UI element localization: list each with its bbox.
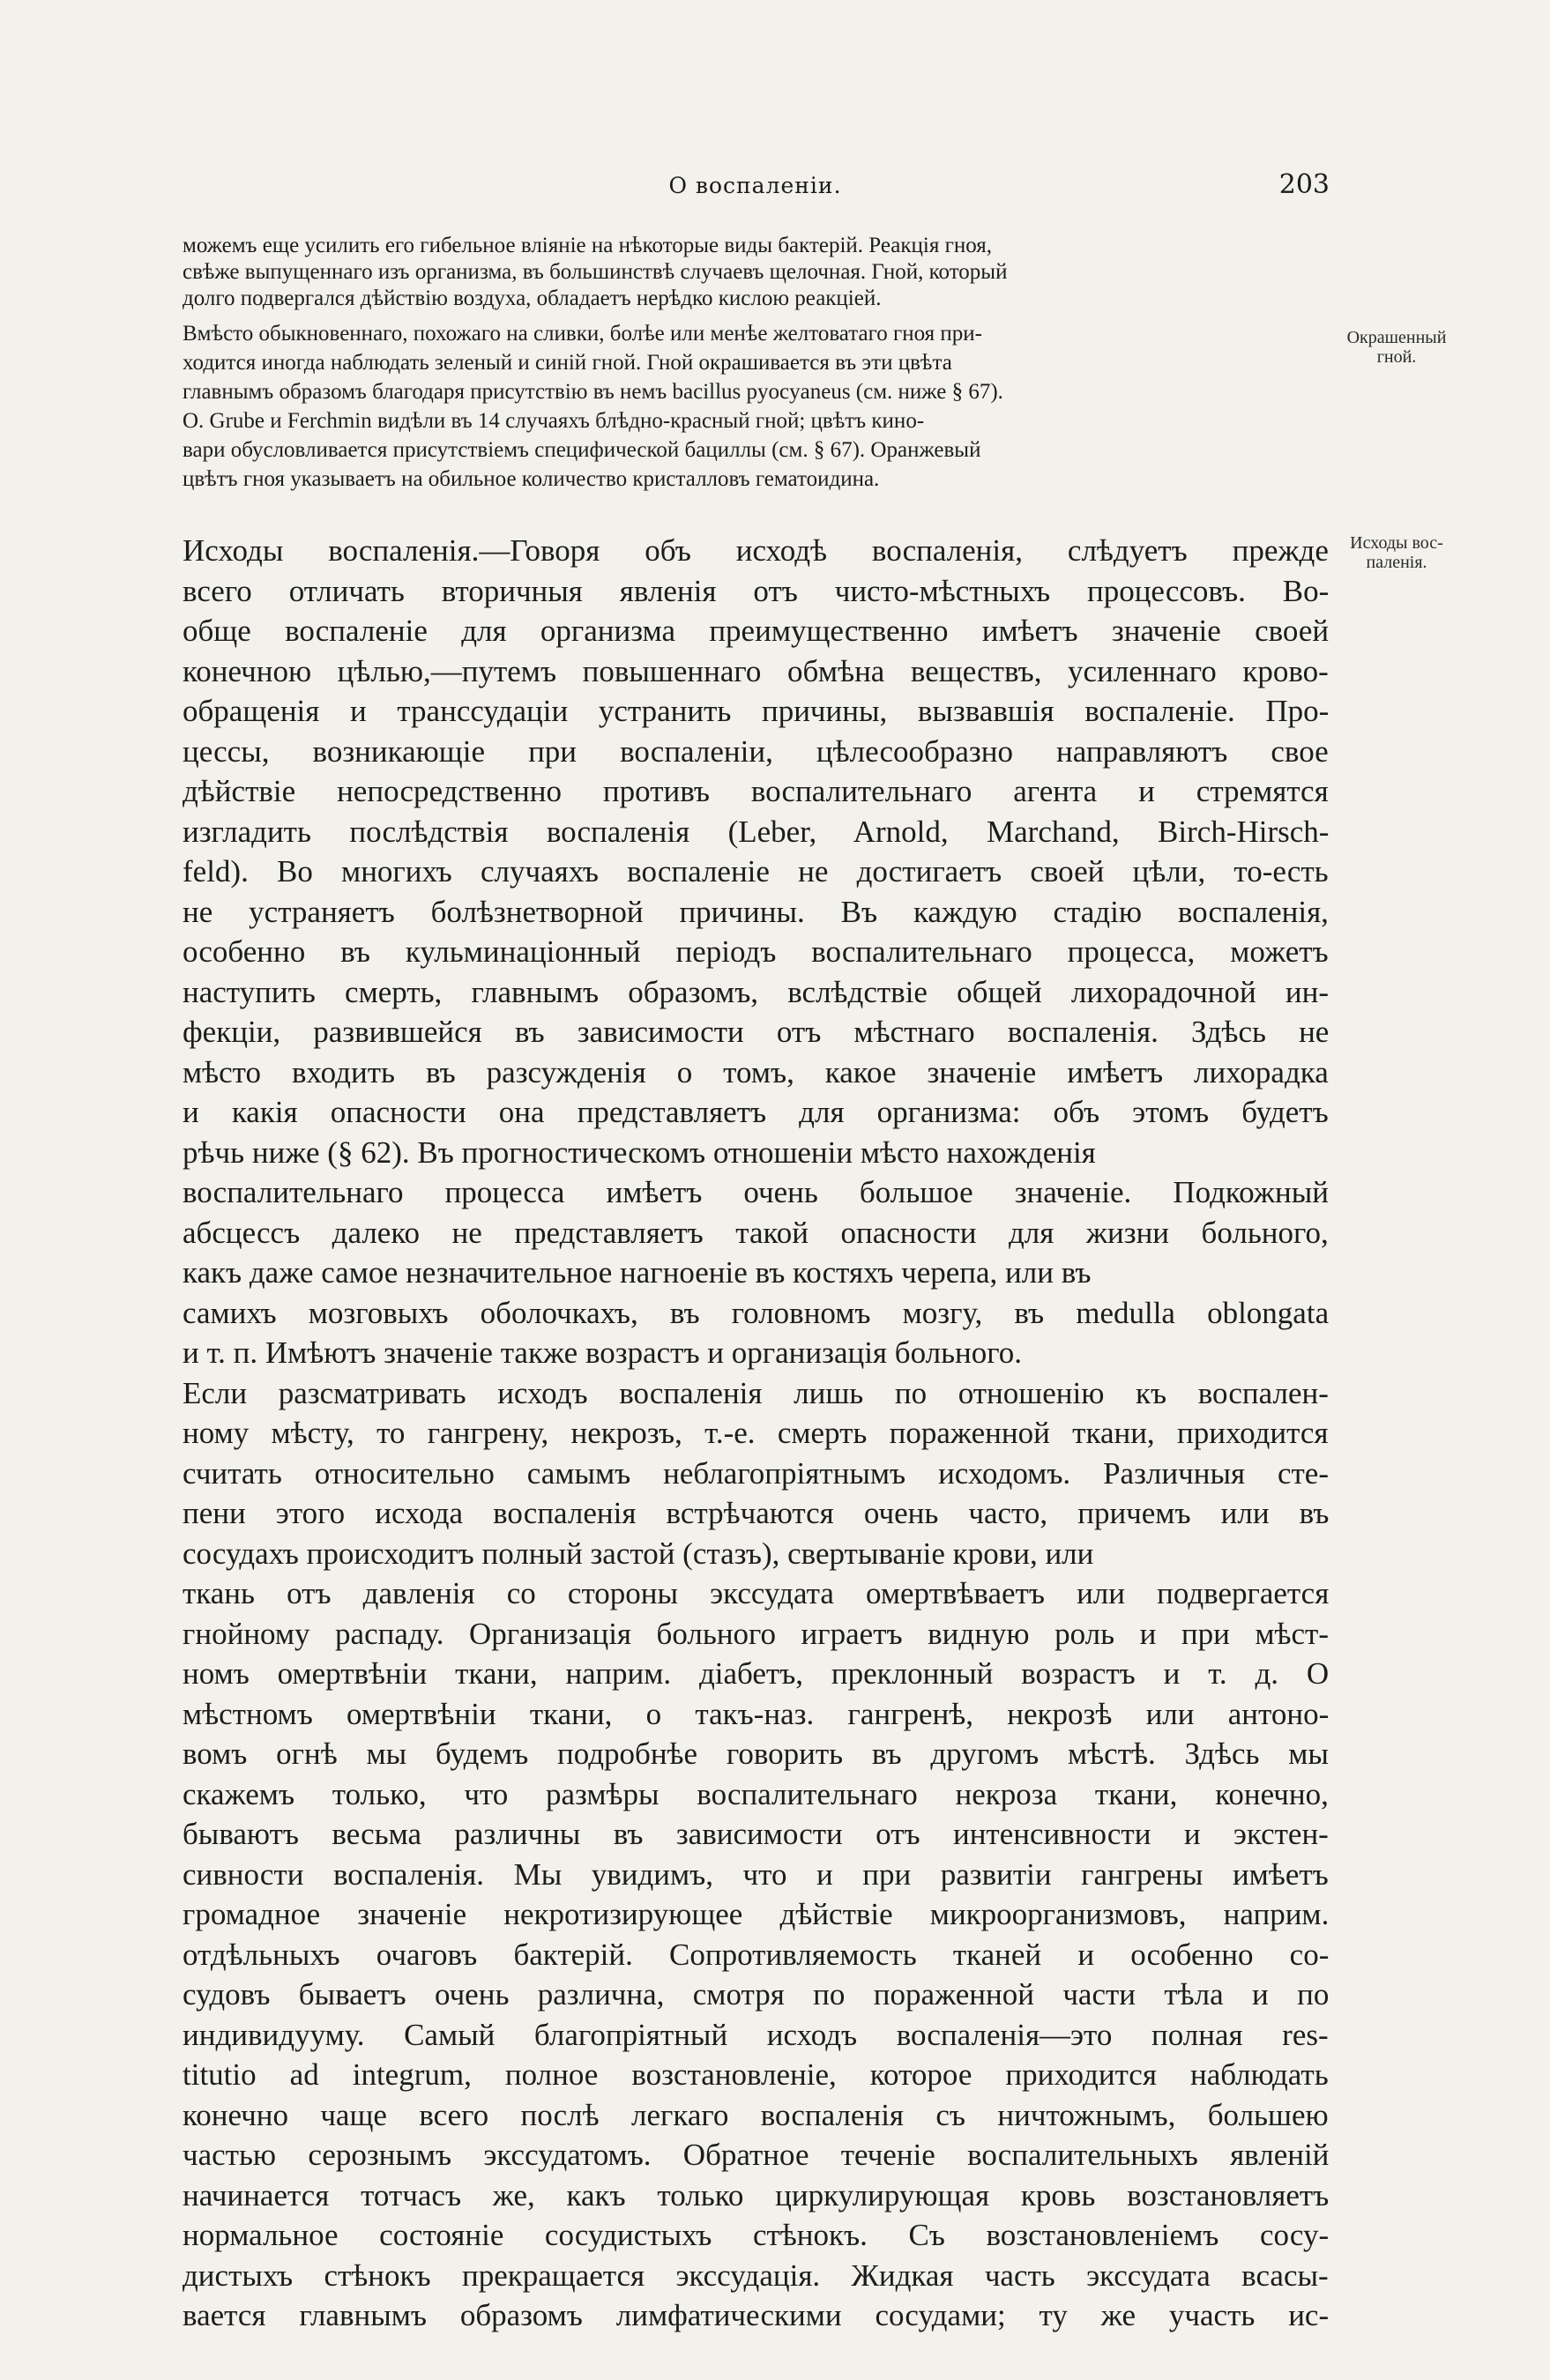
text-line: самихъ мозговыхъ оболочкахъ, въ головномъ мозгу, въ medulla oblongata (183, 1295, 1330, 1330)
text-line: мѣстномъ омертвѣніи ткани, о такъ-наз. гангренѣ, некрозѣ или антоно- (183, 1696, 1330, 1731)
text-line: мѣсто входить въ разсужденія о томъ, какое значеніе имѣетъ лихорадка (183, 1054, 1329, 1090)
text-line: и какія опасности она представляетъ для организма: объ этомъ будетъ (183, 1095, 1329, 1129)
text-line: какъ даже самое незначительное нагноеніе въ костяхъ черепа, или въ (183, 1255, 1092, 1290)
text-line: и т. п. Имѣютъ значеніе также возрастъ и организація больного. (183, 1335, 1023, 1370)
text-line: громадное значеніе некротизирующее дѣйствіе микроорганизмовъ, наприм. (183, 1897, 1330, 1931)
text-line: конечною цѣлью,—путемъ повышеннаго обмѣна веществъ, усиленнаго крово- (183, 653, 1329, 688)
text-line: фекціи, развившейся въ зависимости отъ мѣстнаго воспаленія. Здѣсь не (183, 1015, 1330, 1049)
text-line: Если разсматривать исходъ воспаленія лишь по отношенію къ воспален- (183, 1375, 1329, 1410)
text-line: воспалительнаго процесса имѣетъ очень большое значеніе. Подкожный (183, 1175, 1329, 1209)
text-line: пени этого исхода воспаленія встрѣчаются очень часто, причемъ или въ (183, 1496, 1330, 1530)
text-line: feld). Во многихъ случаяхъ воспаленіе не достигаетъ своей цѣли, то-есть (183, 854, 1329, 889)
text-line: частью серознымъ экссудатомъ. Обратное теченіе воспалительныхъ явленій (183, 2138, 1330, 2172)
text-line: особенно въ кульминаціонный періодъ воспалительнаго процесса, можетъ (183, 934, 1329, 969)
text-line: сосудахъ происходитъ полный застой (стазъ), свертываніе крови, или (183, 1536, 1094, 1571)
running-title: О воспаленіи. (668, 173, 842, 198)
margin-note-line: паленія. (1366, 553, 1427, 572)
text-line: не устраняетъ болѣзнетворной причины. Въ каждую стадію воспаленія, (183, 894, 1329, 929)
text-line: номъ омертвѣніи ткани, наприм. діабетъ, преклонный возрастъ и т. д. О (183, 1656, 1330, 1691)
text-line: Исходы воспаленія.—Говоря объ исходѣ воспаленія, слѣдуетъ прежде (183, 533, 1329, 568)
text-line: O. Grube и Ferchmin видѣли въ 14 случаяхъ блѣдно-красный гной; цвѣтъ кино- (183, 409, 925, 433)
text-line: рѣчь ниже (§ 62). Въ прогностическомъ отношеніи мѣсто нахожденія (183, 1134, 1096, 1170)
text-line: считать относительно самымъ неблагопріятнымъ исходомъ. Различныя сте- (183, 1455, 1329, 1491)
text-line: вается главнымъ образомъ лимфатическими сосудами; ту же участь ис- (183, 2298, 1330, 2332)
margin-note-line: Окрашенный (1346, 328, 1447, 347)
text-line: индивидууму. Самый благопріятный исходъ воспаленія—это полная res- (183, 2017, 1329, 2052)
margin-note-line: Исходы вос- (1350, 533, 1443, 553)
text-line: бываютъ весьма различны въ зависимости отъ интенсивности и экстен- (183, 1817, 1329, 1851)
text-line: гнойному распаду. Организація больного играетъ видную роль и при мѣст- (183, 1616, 1329, 1651)
text-line: цессы, возникающіе при воспаленіи, цѣлесообразно направляютъ свое (183, 733, 1329, 769)
text-line: цвѣтъ гноя указываетъ на обильное количество кристалловъ гематоидина. (183, 467, 880, 491)
text-line: дѣйствіе непосредственно противъ воспалительнаго агента и стремятся (183, 774, 1329, 808)
margin-note-outcomes (1340, 533, 1453, 572)
text-line: ному мѣсту, то гангрену, некрозъ, т.-е. смерть пораженной ткани, приходится (183, 1416, 1329, 1450)
text-line: можемъ еще усилить его гибельное вліяніе на нѣкоторые виды бактерій. Реакція гноя, (183, 234, 992, 257)
text-line: ткань отъ давленія со стороны экссудата омертвѣваетъ или подвергается (183, 1576, 1330, 1610)
text-line: скажемъ только, что размѣры воспалительнаго некроза ткани, конечно, (183, 1776, 1329, 1811)
text-line: всего отличать вторичныя явленія отъ чисто-мѣстныхъ процессовъ. Во- (183, 573, 1330, 608)
text-line: абсцессъ далеко не представляетъ такой опасности для жизни больного, (183, 1215, 1329, 1250)
text-line: изгладить послѣдствія воспаленія (Leber, Arnold, Marchand, Birch-Hirsch- (183, 814, 1330, 849)
text-line: наступить смерть, главнымъ образомъ, вслѣдствіе общей лихорадочной ин- (183, 974, 1330, 1009)
text-line: titutio ad integrum, полное возстановленіе, которое приходится наблюдать (183, 2057, 1329, 2092)
text-line: нормальное состояніе сосудистыхъ стѣнокъ. Съ возстановленіемъ сосу- (183, 2218, 1330, 2252)
text-line: судовъ бываетъ очень различна, смотря по пораженной части тѣла и по (183, 1977, 1330, 2012)
text-line: начинается тотчасъ же, какъ только циркулирующая кровь возстановляетъ (183, 2177, 1330, 2213)
text-line: сивности воспаленія. Мы увидимъ, что и при развитіи гангрены имѣетъ (183, 1856, 1329, 1892)
text-line: Вмѣсто обыкновеннаго, похожаго на сливки, болѣе или менѣе желтоватаго гноя при- (183, 322, 982, 346)
margin-note-colored-pus (1344, 328, 1449, 367)
text-line: дистыхъ стѣнокъ прекращается экссудація. Жидкая часть экссудата всасы- (183, 2257, 1329, 2293)
text-line: главнымъ образомъ благодаря присутствію въ немъ bacillus pyocyaneus (см. ниже § 67). (183, 380, 1003, 404)
text-line: вомъ огнѣ мы будемъ подробнѣе говорить въ другомъ мѣстѣ. Здѣсь мы (183, 1737, 1329, 1771)
text-line: долго подвергался дѣйствію воздуха, обладаетъ нерѣдко кислою реакціей. (183, 286, 882, 310)
text-line: отдѣльныхъ очаговъ бактерій. Сопротивляемость тканей и особенно со- (183, 1937, 1330, 1972)
text-line: свѣже выпущеннаго изъ организма, въ большинствѣ случаевъ щелочная. Гной, который (183, 260, 1008, 284)
page-number: 203 (1278, 169, 1330, 200)
page-header (181, 169, 1330, 205)
margin-note-line: гной. (1376, 347, 1417, 367)
text-line: обращенія и транссудаціи устранить причины, вызвавшія воспаленіе. Про- (183, 694, 1330, 728)
text-line: конечно чаще всего послѣ легкаго воспаленія съ ничтожнымъ, большею (183, 2097, 1329, 2132)
text-line: ходится иногда наблюдать зеленый и синій гной. Гной окрашивается въ эти цвѣта (183, 351, 952, 375)
text-line: обще воспаленіе для организма преимущественно имѣетъ значеніе своей (183, 614, 1330, 648)
text-line: вари обусловливается присутствіемъ специфической бациллы (см. § 67). Оранжевый (183, 438, 981, 462)
